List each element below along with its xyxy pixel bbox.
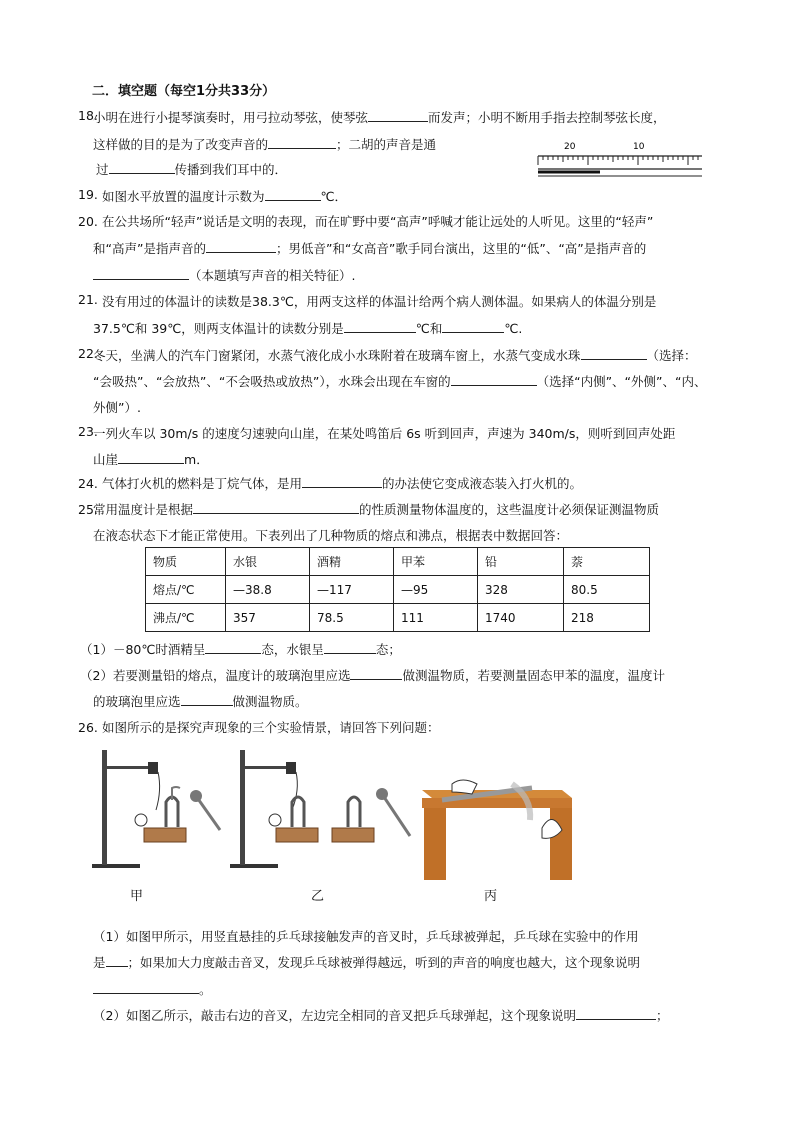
q21-text-c: ℃. [504, 321, 523, 336]
q24-number: 24. [78, 476, 98, 491]
figure-jia [92, 750, 220, 868]
table-cell: 328 [478, 576, 564, 604]
q22-blank-1[interactable] [581, 358, 647, 360]
q26-text-b: ；如果加大力度敲击音叉，发现乒乓球被弹得越远，听到的声音的响度也越大，这个现象说明 [127, 955, 641, 970]
q19-text-a: 如图水平放置的温度计示数为 [102, 189, 265, 204]
q18-text-c: 这样做的目的是为了改变声音的 [93, 137, 269, 152]
q23-line2 [93, 450, 209, 468]
q20-line1: 在公共场所“轻声”说话是文明的表现，而在旷野中要“高声”呼喊才能让远处的人听见。这里的“轻声” [102, 214, 654, 229]
caption-jia: 甲 [130, 889, 144, 904]
table-cell: 78.5 [310, 604, 394, 632]
q21-line1: 没有用过的体温计的读数是38.3℃，用两支这样的体温计给两个病人测体温。如果病人的体温分别是 [102, 294, 657, 309]
q25-text-e: 态； [375, 642, 401, 657]
q18-blank-3[interactable] [109, 172, 175, 174]
q18-text-e: 过 [96, 162, 109, 177]
table-cell: —95 [394, 576, 478, 604]
q23-line1: 一列火车以 30m/s 的速度匀速驶向山崖，在某处鸣笛后 6s 听到回声，声速为 340m/s，则听到回声处距 [93, 426, 676, 441]
table-header-cell: 铅 [478, 548, 564, 576]
q25-line1 [93, 500, 659, 518]
q25-sub1 [80, 640, 401, 658]
table-cell: 111 [394, 604, 478, 632]
q20-blank-2[interactable] [93, 278, 189, 280]
q25-sub2 [80, 666, 665, 684]
q26-blank-2[interactable] [93, 992, 199, 994]
q25-text-b: 的性质测量物体温度的，这些温度计必须保证测温物质 [359, 502, 660, 517]
q23-blank[interactable] [118, 462, 184, 464]
q26-text-d: （2）如图乙所示，敲击右边的音叉，左边完全相同的音叉把乒乓球弹起，这个现象说明 [93, 1008, 576, 1023]
q19-blank[interactable] [265, 199, 321, 201]
q21-line2 [93, 319, 522, 337]
q25-text-f: （2）若要测量铅的熔点，温度计的玻璃泡里应选 [80, 668, 351, 683]
q18-blank-1[interactable] [368, 120, 428, 122]
q26-p1-line3 [93, 980, 212, 998]
q18-text-f: 传播到我们耳中的． [174, 162, 288, 177]
caption-yi: 乙 [311, 889, 325, 904]
q26-number: 26. [78, 720, 98, 735]
q26-p2-line [93, 1006, 668, 1024]
q21-blank-1[interactable] [344, 331, 416, 333]
q25-text-i: 做测温物质。 [232, 694, 308, 709]
experiment-figures [92, 740, 582, 880]
q25-blank-4[interactable] [350, 678, 402, 680]
q25-text-a: 常用温度计是根据 [93, 502, 194, 517]
q25-blank-3[interactable] [324, 652, 376, 654]
q26-p1-line1: （1）如图甲所示，用竖直悬挂的乒乓球接触发声的音叉时，乒乓球被弹起，乒乓球在实验中的作用 [93, 929, 639, 944]
table-row [146, 576, 650, 604]
table-header-cell: 甲苯 [394, 548, 478, 576]
table-cell: —117 [310, 576, 394, 604]
q24-text-b: 的办法使它变成液态装入打火机的。 [382, 476, 583, 491]
thermometer-label-10: 10 [633, 142, 645, 152]
q26-blank-1[interactable] [106, 965, 128, 967]
figure-bing [422, 780, 572, 880]
q20-line3 [93, 266, 355, 284]
section-title: 二．填空题（每空1分共33分） [92, 84, 276, 99]
q18-text-b: 而发声；小明不断用手指去控制琴弦长度， [428, 110, 666, 125]
q25-blank-2[interactable] [205, 652, 261, 654]
q22-text-b: （选择： [646, 348, 697, 363]
q22-text-c: “会吸热”、“会放热”、“不会吸热或放热”），水珠会出现在车窗的 [93, 374, 451, 389]
q20-text-b: ；男低音”和“女高音”歌手同台演出，这里的“低”、“高”是指声音的 [275, 241, 647, 256]
q21-text-b: ℃和 [415, 321, 443, 336]
q26-intro: 如图所示的是探究声现象的三个实验情景，请回答下列问题： [102, 720, 440, 735]
caption-bing: 丙 [484, 889, 498, 904]
q22-blank-2[interactable] [451, 384, 537, 386]
table-header-cell: 物质 [146, 548, 226, 576]
thermometer-label-20: 20 [564, 142, 576, 152]
q21-text-a: 37.5℃和 39℃，则两支体温计的读数分别是 [93, 321, 344, 336]
q24-text-a: 气体打火机的燃料是丁烷气体，是用 [102, 476, 303, 491]
q23-text-a: 山崖 [93, 452, 119, 467]
q19-line [102, 187, 347, 205]
q26-text-a: 是 [93, 955, 106, 970]
table-cell: 1740 [478, 604, 564, 632]
q26-blank-3[interactable] [576, 1018, 656, 1020]
q19-number: 19. [78, 187, 98, 202]
q22-number: 22. [78, 346, 98, 361]
figure-yi [230, 750, 410, 868]
q20-number: 20. [78, 214, 98, 229]
q25-line2: 在液态状态下才能正常使用。下表列出了几种物质的熔点和沸点，根据表中数据回答： [93, 528, 569, 543]
q21-blank-2[interactable] [442, 331, 504, 333]
q20-blank-1[interactable] [206, 251, 276, 253]
q26-text-e: ； [655, 1008, 669, 1023]
q24-blank[interactable] [302, 486, 382, 488]
q22-line2 [93, 372, 707, 390]
thermometer-mercury-column [538, 171, 600, 174]
table-cell: 80.5 [564, 576, 650, 604]
q25-blank-1[interactable] [193, 512, 359, 514]
table-header-cell: 酒精 [310, 548, 394, 576]
melting-boiling-table [145, 547, 650, 632]
thermometer-scale-ticks [538, 156, 698, 165]
q25-text-c: （1）－80℃时酒精呈 [80, 642, 206, 657]
table-cell: 218 [564, 604, 650, 632]
q25-text-h: 的玻璃泡里应选 [93, 694, 181, 709]
q22-line3: 外侧”）. [93, 400, 141, 415]
q20-text-a: 和“高声”是指声音的 [93, 241, 206, 256]
q25-sub2-line2 [93, 692, 308, 710]
q19-text-b: ℃． [320, 189, 348, 204]
q18-number: 18. [78, 108, 98, 123]
table-header-row [146, 548, 650, 576]
q18-blank-2[interactable] [268, 147, 336, 149]
table-cell: —38.8 [226, 576, 310, 604]
q26-text-c: 。 [199, 982, 212, 997]
q20-text-c: （本题填写声音的相关特征）. [189, 268, 356, 283]
q23-number: 23. [78, 424, 98, 439]
q18-line1 [93, 108, 666, 126]
q25-text-d: 态，水银呈 [261, 642, 324, 657]
q18-text-a: 小明在进行小提琴演奏时，用弓拉动琴弦，使琴弦 [93, 110, 369, 125]
table-row [146, 604, 650, 632]
table-cell: 熔点/℃ [146, 576, 226, 604]
q20-line2 [93, 239, 646, 257]
q22-text-d: （选择“内侧”、“外侧”、“内、 [536, 374, 707, 389]
q18-text-d: ；二胡的声音是通 [336, 137, 437, 152]
table-header-cell: 水银 [226, 548, 310, 576]
q21-number: 21. [78, 292, 98, 307]
table-cell: 357 [226, 604, 310, 632]
q25-number: 25. [78, 502, 98, 517]
table-cell: 沸点/℃ [146, 604, 226, 632]
q25-text-g: 做测温物质，若要测量固态甲苯的温度，温度计 [402, 668, 665, 683]
table-header-cell: 萘 [564, 548, 650, 576]
q18-line2 [93, 135, 436, 153]
q23-text-b: m． [184, 452, 209, 467]
q26-p1-line2 [93, 953, 640, 971]
q18-line3 [96, 160, 287, 178]
q24-line [102, 474, 582, 492]
thermometer-figure [532, 136, 712, 182]
q22-line1 [93, 346, 697, 364]
q25-blank-5[interactable] [181, 704, 233, 706]
q22-text-a: 冬天，坐满人的汽车门窗紧闭，水蒸气液化成小水珠附着在玻璃车窗上，水蒸气变成水珠 [93, 348, 581, 363]
